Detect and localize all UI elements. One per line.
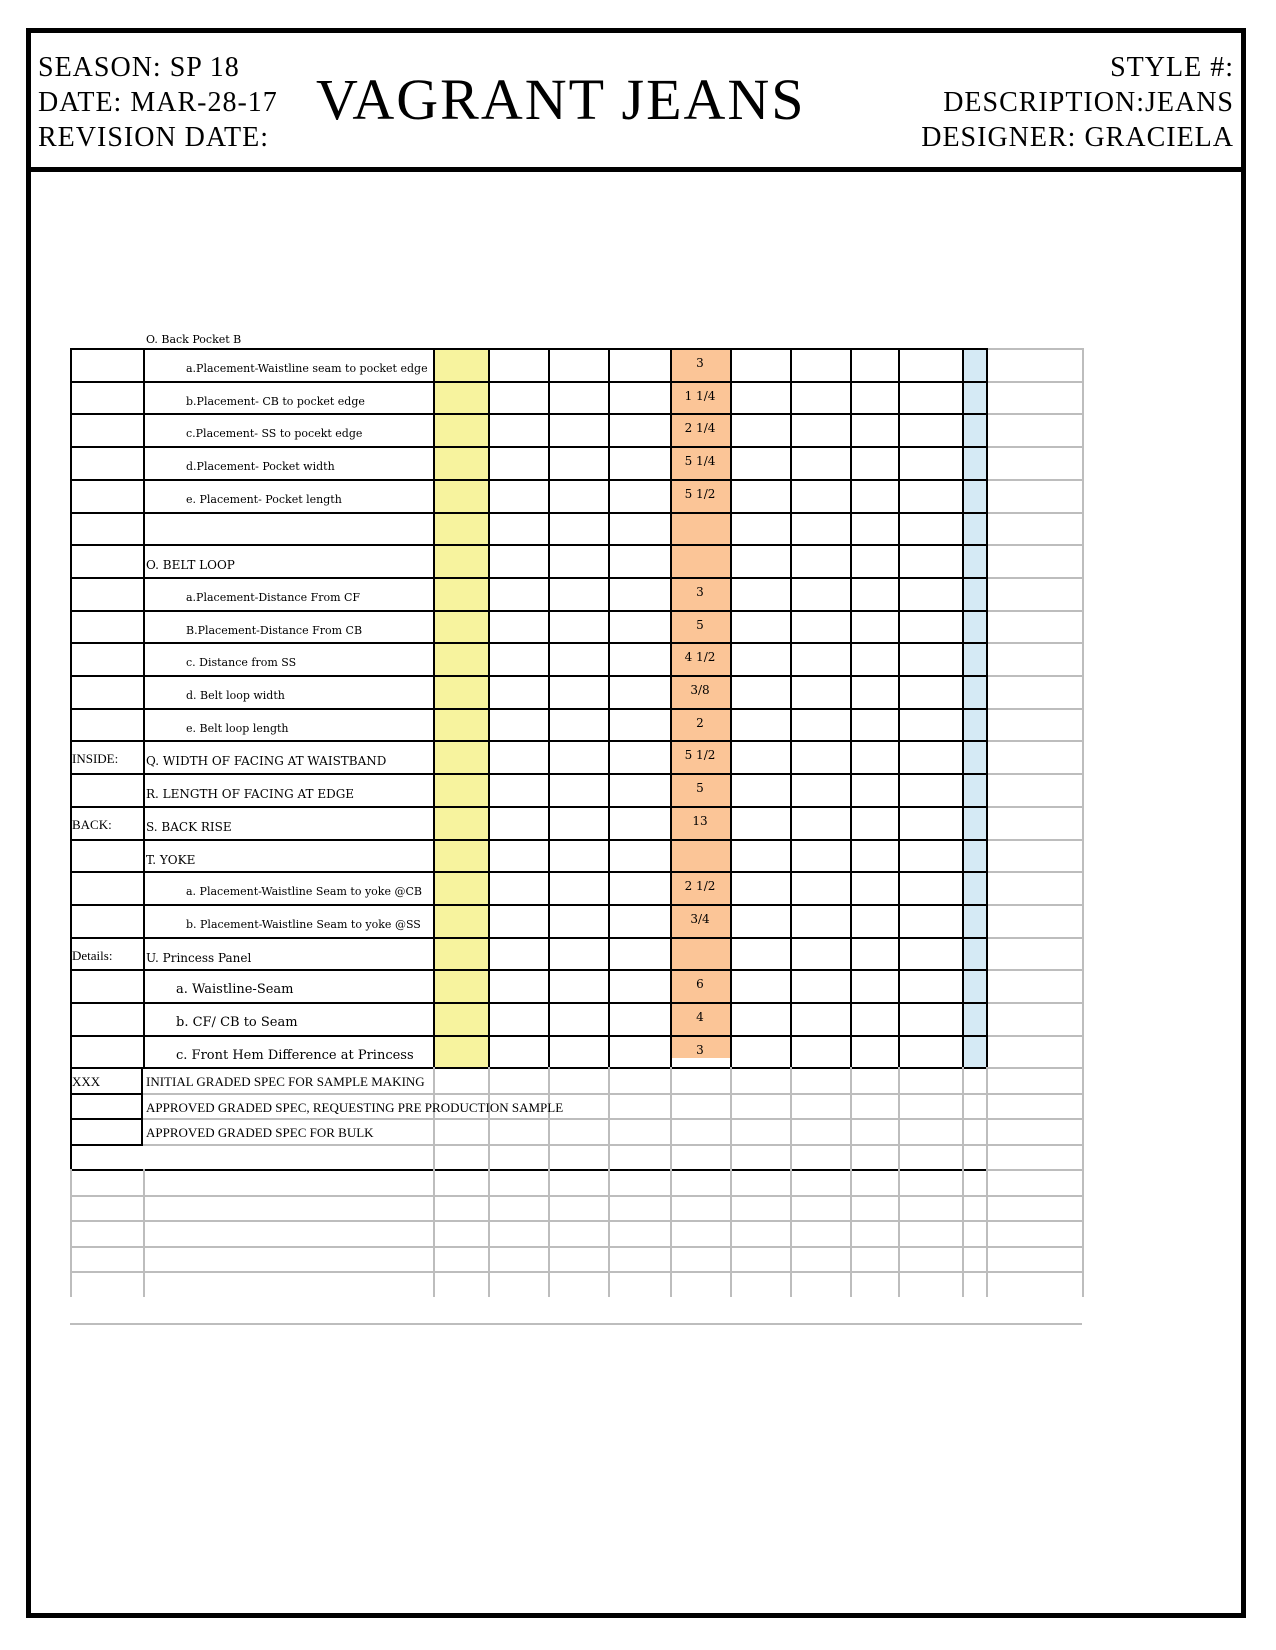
measurement-description: c. Front Hem Difference at Princess <box>176 1048 414 1063</box>
legend-line <box>986 1169 1082 1171</box>
legend-line <box>70 1118 143 1120</box>
row-line <box>986 642 1082 644</box>
measurement-value[interactable]: 5 1/2 <box>684 487 716 501</box>
row-line <box>70 512 986 514</box>
measurement-description: R. LENGTH OF FACING AT EDGE <box>146 787 355 801</box>
empty-column-line <box>1082 1169 1084 1297</box>
measurement-value[interactable]: 5 <box>696 781 704 795</box>
row-line <box>986 544 1082 546</box>
row-line <box>986 675 1082 677</box>
section-label: INSIDE: <box>72 751 119 766</box>
empty-column-line <box>730 1169 732 1297</box>
measurement-description: B.Placement-Distance From CB <box>186 624 363 637</box>
empty-column-line <box>850 1169 852 1297</box>
section-label: BACK: <box>72 817 112 832</box>
measurement-description: a. Waistline-Seam <box>176 982 294 997</box>
legend-column-line <box>790 1067 792 1169</box>
legend-line <box>70 1093 143 1095</box>
section-caption: O. Back Pocket B <box>146 333 242 346</box>
measurement-description: Q. WIDTH OF FACING AT WAISTBAND <box>146 754 387 768</box>
measurement-description: O. BELT LOOP <box>146 558 235 572</box>
measurement-value[interactable]: 2 1/4 <box>684 421 716 435</box>
row-line <box>70 544 986 546</box>
page-title: VAGRANT JEANS <box>316 67 806 132</box>
legend-line <box>70 1144 143 1146</box>
column-line <box>1082 348 1084 1067</box>
empty-row-line <box>70 1195 1082 1197</box>
legend-column-line <box>898 1067 900 1169</box>
row-line <box>70 446 986 448</box>
legend-column-line <box>670 1067 672 1169</box>
measurement-description: b. Placement-Waistline Seam to yoke @SS <box>186 918 421 931</box>
measurement-description: e. Placement- Pocket length <box>186 493 342 506</box>
empty-column-line <box>790 1169 792 1297</box>
row-line <box>986 806 1082 808</box>
legend-line <box>143 1118 1082 1120</box>
row-line <box>70 904 986 906</box>
measurement-value[interactable]: 2 <box>696 716 704 730</box>
measurement-description: b. CF/ CB to Seam <box>176 1015 298 1030</box>
row-line <box>70 806 986 808</box>
legend-item: INITIAL GRADED SPEC FOR SAMPLE MAKING <box>146 1074 425 1089</box>
row-line <box>70 413 986 415</box>
column-line <box>986 348 988 1067</box>
row-line <box>70 937 986 939</box>
legend-column-line <box>962 1067 964 1169</box>
row-line <box>70 740 986 742</box>
measurement-value[interactable]: 6 <box>696 977 704 991</box>
empty-column-line <box>986 1169 988 1297</box>
designer: DESIGNER: GRACIELA <box>921 122 1234 153</box>
legend-line <box>143 1144 1082 1146</box>
legend-column-line <box>608 1067 610 1169</box>
legend-column-line <box>548 1067 550 1169</box>
empty-column-line <box>488 1169 490 1297</box>
empty-column-line <box>608 1169 610 1297</box>
measurement-value[interactable]: 3/4 <box>690 912 710 926</box>
measurement-description: T. YOKE <box>146 853 196 867</box>
measurement-value[interactable]: 3 <box>696 585 704 599</box>
measurement-value[interactable]: 3 <box>696 356 704 370</box>
row-line <box>986 610 1082 612</box>
row-line <box>986 446 1082 448</box>
row-line <box>986 1002 1082 1004</box>
row-line <box>70 479 986 481</box>
column-line <box>898 348 900 1067</box>
measurement-description: U. Princess Panel <box>146 951 252 965</box>
measurement-description: a. Placement-Waistline Seam to yoke @CB <box>186 885 422 898</box>
column-line <box>548 348 550 1067</box>
measurement-value[interactable]: 4 1/2 <box>684 650 716 664</box>
column-line <box>790 348 792 1067</box>
revision-date: REVISION DATE: <box>38 122 269 153</box>
row-line <box>70 642 986 644</box>
row-line <box>986 871 1082 873</box>
row-line <box>70 773 986 775</box>
empty-row-line <box>70 1220 1082 1222</box>
row-line <box>70 871 986 873</box>
measurement-description: a.Placement-Waistline seam to pocket edge <box>186 362 428 375</box>
measurement-description: a.Placement-Distance From CF <box>186 591 361 604</box>
column-line <box>608 348 610 1067</box>
row-line <box>986 708 1082 710</box>
row-line <box>986 969 1082 971</box>
row-line <box>70 969 986 971</box>
empty-column-line <box>70 1169 72 1297</box>
measurement-value[interactable]: 5 1/2 <box>684 748 716 762</box>
row-line <box>70 381 986 383</box>
empty-column-line <box>143 1169 145 1297</box>
empty-column-line <box>670 1169 672 1297</box>
measurement-value[interactable]: 13 <box>692 814 708 828</box>
empty-column-line <box>962 1169 964 1297</box>
measurement-value[interactable]: 2 1/2 <box>684 879 716 893</box>
row-line <box>986 577 1082 579</box>
empty-column-line <box>548 1169 550 1297</box>
row-line <box>70 1067 986 1069</box>
legend-column-line <box>433 1067 435 1169</box>
row-line <box>986 348 1082 350</box>
legend-line <box>70 1169 986 1171</box>
measurement-value[interactable]: 1 1/4 <box>684 389 716 403</box>
measurement-value[interactable]: 3 <box>696 1043 704 1057</box>
row-line <box>986 413 1082 415</box>
legend-column-line <box>730 1067 732 1169</box>
empty-row-line <box>70 1246 1082 1248</box>
legend-column-line <box>141 1067 143 1144</box>
column-line <box>488 348 490 1067</box>
legend-column-line <box>488 1067 490 1169</box>
row-line <box>70 1002 986 1004</box>
row-line <box>986 381 1082 383</box>
row-line <box>70 577 986 579</box>
row-line <box>986 1035 1082 1037</box>
row-line <box>986 740 1082 742</box>
measurement-description: e. Belt loop length <box>186 722 289 735</box>
row-line <box>70 610 986 612</box>
row-line <box>986 773 1082 775</box>
row-line <box>986 1067 1082 1069</box>
row-line <box>70 839 986 841</box>
empty-column-line <box>433 1169 435 1297</box>
row-line <box>70 675 986 677</box>
empty-row-line <box>70 1271 1082 1273</box>
row-line <box>70 708 986 710</box>
measurement-description: c.Placement- SS to pocekt edge <box>186 427 363 440</box>
measurement-description: d. Belt loop width <box>186 689 285 702</box>
legend-column-line <box>986 1067 988 1169</box>
row-line <box>986 904 1082 906</box>
measurement-value[interactable]: 4 <box>696 1010 704 1024</box>
legend-line <box>143 1093 1082 1095</box>
legend-item: APPROVED GRADED SPEC FOR BULK <box>146 1125 374 1140</box>
column-line <box>962 348 964 1067</box>
description: DESCRIPTION:JEANS <box>943 87 1234 118</box>
row-line <box>986 479 1082 481</box>
measurement-description: S. BACK RISE <box>146 820 232 834</box>
column-line <box>143 348 145 1067</box>
measurement-value[interactable]: 5 <box>696 618 704 632</box>
column-line <box>730 348 732 1067</box>
legend-item: APPROVED GRADED SPEC, REQUESTING PRE PRODUCTION SAMPLE <box>146 1100 564 1115</box>
row-line <box>70 348 986 350</box>
bottom-rule <box>70 1323 1082 1325</box>
legend-column-line <box>1082 1067 1084 1169</box>
measurement-description: d.Placement- Pocket width <box>186 460 335 473</box>
measurement-description: b.Placement- CB to pocket edge <box>186 395 365 408</box>
season: SEASON: SP 18 <box>38 52 240 83</box>
row-line <box>986 937 1082 939</box>
row-line <box>986 839 1082 841</box>
column-line <box>850 348 852 1067</box>
legend-marker: XXX <box>72 1074 101 1089</box>
empty-column-line <box>898 1169 900 1297</box>
column-line <box>433 348 435 1067</box>
legend-column-line <box>850 1067 852 1169</box>
row-line <box>70 1035 986 1037</box>
row-line <box>986 512 1082 514</box>
measurement-value[interactable]: 5 1/4 <box>684 454 716 468</box>
style-number: STYLE #: <box>1110 52 1234 83</box>
measurement-description: c. Distance from SS <box>186 656 297 669</box>
measurement-value[interactable]: 3/8 <box>690 683 710 697</box>
section-label: Details: <box>72 948 113 963</box>
date: DATE: MAR-28-17 <box>38 87 278 118</box>
